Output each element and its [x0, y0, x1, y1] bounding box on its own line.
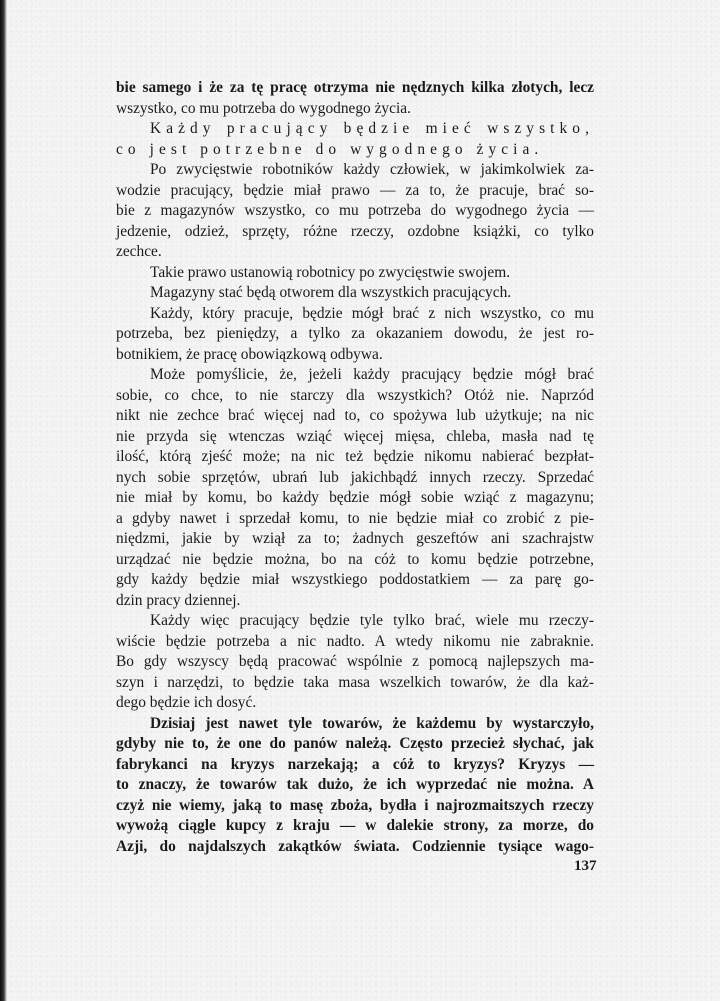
text-line: co jest potrzebne do wygodnego życia.	[116, 140, 544, 158]
text-line: nikt nie zechce brać więcej nad to, co spożywa lub użytkuje; na nic	[116, 407, 594, 424]
text-line: gdyby nie to, że one do panów należą. Często przecież słychać, jak	[116, 735, 594, 752]
text-line: ilość, którą zjeść może; na nic też będzie nikomu nabierać bezpłat-	[116, 448, 594, 465]
text-line: fabrykanci na kryzys narzekają; a cóż to kryzys? Kryzys —	[116, 755, 594, 773]
text-line: nych sobie sprzętów, ubrań lub jakichbądź innych rzeczy. Sprzedać	[116, 468, 594, 486]
text-line: Dzisiaj jest nawet tyle towarów, że każdemu by wystarczyło,	[150, 714, 594, 732]
text-line: Magazyny stać będą otworem dla wszystkich pracujących.	[150, 284, 512, 301]
text-line: Każdy, który pracuje, będzie mógł brać z nich wszystko, co mu	[150, 304, 594, 322]
text-line: sobie, co chce, to nie starczy dla wszystkich? Otóż nie. Naprzód	[116, 386, 594, 404]
text-line: nie miał by komu, bo każdy będzie mógł sobie wziąć z magazynu;	[116, 489, 594, 506]
text-line: a gdyby nawet i sprzedał komu, to nie będzie miał co zrobić z pie-	[116, 509, 594, 527]
text-line: wodzie pracujący, będzie miał prawo — za to, że pracuje, brać so-	[116, 181, 594, 199]
text-line: jedzenie, odzież, sprzęty, różne rzeczy, ozdobne książki, co tylko	[116, 222, 594, 240]
text-line: niędzmi, jakie by wziął za to; żadnych geszeftów ani szachrajstw	[116, 530, 594, 547]
text-line: Bo gdy wszyscy będą pracować wspólnie z pomocą najlepszych ma-	[116, 653, 594, 670]
text-line: bie samego i że za tę pracę otrzyma nie nędznych kilka złotych, lecz	[116, 79, 594, 96]
text-line: wszystko, co mu potrzeba do wygodnego życia.	[116, 99, 411, 117]
text-line: bie z magazynów wszystko, co mu potrzeba do wygodnego życia —	[116, 202, 594, 219]
text-line: botnikiem, że pracę obowiązkową odbywa.	[116, 345, 383, 363]
text-line: Każdy pracujący będzie mieć wszystko,	[150, 120, 594, 137]
text-line: nie przyda się wtenczas wziąć więcej mięsa, chleba, masła nad tę	[116, 427, 594, 445]
text-line: gdy każdy będzie miał wszystkiego poddostatkiem — za parę go-	[116, 571, 594, 588]
text-line: Po zwycięstwie robotników każdy człowiek, w jakimkolwiek za-	[150, 161, 594, 178]
text-line: zechce.	[116, 243, 162, 260]
text-line: Może pomyślicie, że, jeżeli każdy pracujący będzie mógł brać	[150, 366, 594, 383]
page-edge-shadow	[0, 0, 7, 1001]
text-line: dego będzie ich dosyć.	[116, 694, 257, 711]
text-line: Takie prawo ustanowią robotnicy po zwycięstwie swojem.	[150, 263, 511, 281]
text-line: urządzać nie będzie można, bo na cóż to komu będzie potrzebne,	[116, 550, 594, 568]
page-number: 137	[574, 858, 597, 874]
text-line: czyż nie wiemy, jaką to masę zboża, bydła i najrozmaitszych rzeczy	[116, 796, 594, 814]
text-line: dzin pracy dziennej.	[116, 591, 241, 609]
text-line: wywożą ciągle kupcy z kraju — w dalekie strony, za morze, do	[116, 817, 594, 834]
text-line: Azji, do najdalszych zakątków świata. Codziennie tysiące wago-	[116, 837, 594, 855]
text-line: potrzeba, bez pieniędzy, a tylko za okazaniem dowodu, że jest ro-	[116, 325, 594, 342]
text-line: to znaczy, że towarów tak dużo, że ich wyprzedać nie można. A	[116, 776, 594, 793]
text-line: szyn i narzędzi, to będzie taka masa wszelkich towarów, że dla każ-	[116, 673, 594, 691]
text-line: Każdy więc pracujący będzie tyle tylko brać, wiele mu rzeczy-	[150, 612, 594, 629]
text-line: wiście będzie potrzeba a nic nadto. A wtedy nikomu nie zabraknie.	[116, 632, 594, 650]
body-text	[116, 78, 594, 857]
